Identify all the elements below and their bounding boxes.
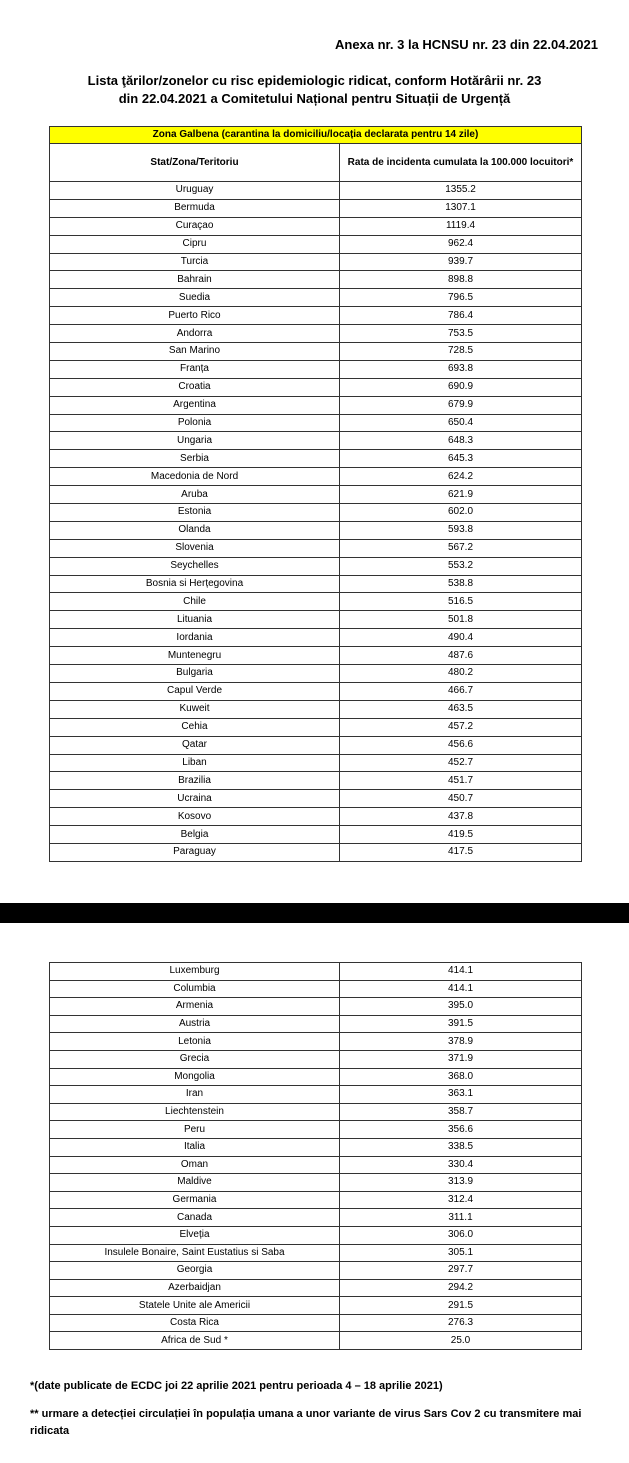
country-cell: Columbia: [50, 980, 340, 998]
table-row: [50, 1174, 582, 1192]
country-cell: Turcia: [50, 253, 340, 271]
country-cell: Ucraina: [50, 790, 340, 808]
page-separator-band: [0, 903, 629, 923]
rate-cell: 463.5: [340, 700, 582, 718]
rate-cell: 391.5: [340, 1015, 582, 1033]
country-cell: Bahrain: [50, 271, 340, 289]
table-row: [50, 1332, 582, 1350]
table-row: [50, 1103, 582, 1121]
country-cell: Armenia: [50, 998, 340, 1016]
country-cell: Liechtenstein: [50, 1103, 340, 1121]
rate-cell: 456.6: [340, 736, 582, 754]
rate-cell: 898.8: [340, 271, 582, 289]
country-cell: Iordania: [50, 629, 340, 647]
country-cell: Polonia: [50, 414, 340, 432]
country-cell: Belgia: [50, 826, 340, 844]
table-row: [50, 718, 582, 736]
country-cell: Austria: [50, 1015, 340, 1033]
rate-cell: 419.5: [340, 826, 582, 844]
table-row: [50, 414, 582, 432]
country-cell: Georgia: [50, 1262, 340, 1280]
country-cell: Puerto Rico: [50, 307, 340, 325]
rate-cell: 311.1: [340, 1209, 582, 1227]
country-cell: Suedia: [50, 289, 340, 307]
country-cell: Andorra: [50, 325, 340, 343]
table-row: [50, 843, 582, 861]
rate-cell: 602.0: [340, 504, 582, 522]
table-row: [50, 700, 582, 718]
country-cell: Chile: [50, 593, 340, 611]
column-header-country: Stat/Zona/Teritoriu: [50, 144, 340, 182]
rate-cell: 368.0: [340, 1068, 582, 1086]
country-cell: Maldive: [50, 1174, 340, 1192]
table-row: [50, 1244, 582, 1262]
footnote-source: *(date publicate de ECDC joi 22 aprilie 2021 pentru perioada 4 – 18 aprilie 2021): [30, 1380, 443, 1392]
country-cell: Macedonia de Nord: [50, 468, 340, 486]
country-cell: Canada: [50, 1209, 340, 1227]
table-row: [50, 1015, 582, 1033]
table-row: [50, 378, 582, 396]
rate-cell: 313.9: [340, 1174, 582, 1192]
rate-cell: 753.5: [340, 325, 582, 343]
rate-cell: 356.6: [340, 1121, 582, 1139]
table-row: [50, 557, 582, 575]
rate-cell: 501.8: [340, 611, 582, 629]
rate-cell: 378.9: [340, 1033, 582, 1051]
rate-cell: 538.8: [340, 575, 582, 593]
rate-cell: 330.4: [340, 1156, 582, 1174]
table-row: [50, 1068, 582, 1086]
table-row: [50, 629, 582, 647]
column-header-rate: Rata de incidenta cumulata la 100.000 locuitori*: [340, 144, 582, 182]
rate-cell: 297.7: [340, 1262, 582, 1280]
table-body-page-1: [50, 182, 582, 862]
country-cell: Cipru: [50, 235, 340, 253]
table-row: [50, 1314, 582, 1332]
rate-cell: 1307.1: [340, 199, 582, 217]
country-cell: Peru: [50, 1121, 340, 1139]
table-row: [50, 271, 582, 289]
rate-cell: 593.8: [340, 521, 582, 539]
rate-cell: 338.5: [340, 1138, 582, 1156]
rate-cell: 417.5: [340, 843, 582, 861]
rate-cell: 796.5: [340, 289, 582, 307]
risk-table-page-2: [49, 962, 582, 1350]
rate-cell: 962.4: [340, 235, 582, 253]
country-cell: Lituania: [50, 611, 340, 629]
country-cell: Olanda: [50, 521, 340, 539]
rate-cell: 363.1: [340, 1086, 582, 1104]
document-title: [30, 72, 599, 108]
country-cell: Muntenegru: [50, 647, 340, 665]
country-cell: Azerbaidjan: [50, 1279, 340, 1297]
rate-cell: 490.4: [340, 629, 582, 647]
table-row: [50, 325, 582, 343]
table-row: [50, 450, 582, 468]
table-row: [50, 289, 582, 307]
country-cell: Paraguay: [50, 843, 340, 861]
rate-cell: 480.2: [340, 665, 582, 683]
rate-cell: 457.2: [340, 718, 582, 736]
country-cell: Italia: [50, 1138, 340, 1156]
table-row: [50, 235, 582, 253]
country-cell: Curaçao: [50, 217, 340, 235]
country-cell: Slovenia: [50, 539, 340, 557]
table-row: [50, 468, 582, 486]
country-cell: Kuweit: [50, 700, 340, 718]
rate-cell: 553.2: [340, 557, 582, 575]
table-row: [50, 1050, 582, 1068]
table-row: [50, 1156, 582, 1174]
rate-cell: 693.8: [340, 360, 582, 378]
rate-cell: 306.0: [340, 1226, 582, 1244]
table-row: [50, 754, 582, 772]
rate-cell: 939.7: [340, 253, 582, 271]
table-row: [50, 790, 582, 808]
country-cell: Luxemburg: [50, 963, 340, 981]
annex-reference: Anexa nr. 3 la HCNSU nr. 23 din 22.04.2021: [334, 37, 598, 52]
table-row: [50, 1226, 582, 1244]
table-row: [50, 539, 582, 557]
table-row: [50, 1262, 582, 1280]
rate-cell: 276.3: [340, 1314, 582, 1332]
country-cell: Insulele Bonaire, Saint Eustatius si Saba: [50, 1244, 340, 1262]
table-row: [50, 647, 582, 665]
rate-cell: 305.1: [340, 1244, 582, 1262]
table-row: [50, 1138, 582, 1156]
country-cell: San Marino: [50, 343, 340, 361]
rate-cell: 395.0: [340, 998, 582, 1016]
table-row: [50, 432, 582, 450]
table-row: [50, 253, 582, 271]
country-cell: Estonia: [50, 504, 340, 522]
table-row: [50, 736, 582, 754]
table-row: [50, 343, 582, 361]
rate-cell: 466.7: [340, 682, 582, 700]
rate-cell: 648.3: [340, 432, 582, 450]
rate-cell: 645.3: [340, 450, 582, 468]
rate-cell: 437.8: [340, 808, 582, 826]
rate-cell: 567.2: [340, 539, 582, 557]
table-row: [50, 682, 582, 700]
rate-cell: 414.1: [340, 980, 582, 998]
country-cell: Statele Unite ale Americii: [50, 1297, 340, 1315]
rate-cell: 450.7: [340, 790, 582, 808]
country-cell: Bulgaria: [50, 665, 340, 683]
table-row: [50, 1297, 582, 1315]
country-cell: Qatar: [50, 736, 340, 754]
country-cell: Seychelles: [50, 557, 340, 575]
table-row: [50, 182, 582, 200]
rate-cell: 728.5: [340, 343, 582, 361]
country-cell: Uruguay: [50, 182, 340, 200]
rate-cell: 312.4: [340, 1191, 582, 1209]
table-row: [50, 1279, 582, 1297]
table-row: [50, 1191, 582, 1209]
rate-cell: 679.9: [340, 396, 582, 414]
rate-cell: 487.6: [340, 647, 582, 665]
rate-cell: 650.4: [340, 414, 582, 432]
table-row: [50, 575, 582, 593]
table-row: [50, 998, 582, 1016]
country-cell: Aruba: [50, 486, 340, 504]
rate-cell: 451.7: [340, 772, 582, 790]
zone-label: Zona Galbena (carantina la domiciliu/locația declarata pentru 14 zile): [50, 127, 582, 144]
table-row: [50, 980, 582, 998]
table-row: [50, 963, 582, 981]
country-cell: Serbia: [50, 450, 340, 468]
country-cell: Franța: [50, 360, 340, 378]
country-cell: Brazilia: [50, 772, 340, 790]
table-row: [50, 808, 582, 826]
country-cell: Iran: [50, 1086, 340, 1104]
rate-cell: 294.2: [340, 1279, 582, 1297]
title-line-2: din 22.04.2021 a Comitetului Național pentru Situații de Urgență: [118, 91, 511, 106]
rate-cell: 516.5: [340, 593, 582, 611]
table-row: [50, 772, 582, 790]
rate-cell: 291.5: [340, 1297, 582, 1315]
table-row: [50, 396, 582, 414]
country-cell: Liban: [50, 754, 340, 772]
table-row: [50, 307, 582, 325]
country-cell: Bosnia si Herțegovina: [50, 575, 340, 593]
zone-header-row: [50, 127, 582, 144]
table-row: [50, 521, 582, 539]
country-cell: Elveția: [50, 1226, 340, 1244]
country-cell: Oman: [50, 1156, 340, 1174]
rate-cell: 414.1: [340, 963, 582, 981]
country-cell: Ungaria: [50, 432, 340, 450]
rate-cell: 786.4: [340, 307, 582, 325]
table-body-page-2: [50, 963, 582, 1350]
rate-cell: 624.2: [340, 468, 582, 486]
country-cell: Argentina: [50, 396, 340, 414]
country-cell: Letonia: [50, 1033, 340, 1051]
table-row: [50, 593, 582, 611]
country-cell: Croatia: [50, 378, 340, 396]
table-row: [50, 1209, 582, 1227]
rate-cell: 1355.2: [340, 182, 582, 200]
table-row: [50, 665, 582, 683]
country-cell: Cehia: [50, 718, 340, 736]
table-row: [50, 486, 582, 504]
table-row: [50, 360, 582, 378]
country-cell: Mongolia: [50, 1068, 340, 1086]
rate-cell: 452.7: [340, 754, 582, 772]
country-cell: Africa de Sud *: [50, 1332, 340, 1350]
table-row: [50, 199, 582, 217]
table-row: [50, 504, 582, 522]
country-cell: Germania: [50, 1191, 340, 1209]
column-header-row: [50, 144, 582, 182]
rate-cell: 25.0: [340, 1332, 582, 1350]
country-cell: Capul Verde: [50, 682, 340, 700]
table-row: [50, 611, 582, 629]
country-cell: Bermuda: [50, 199, 340, 217]
rate-cell: 690.9: [340, 378, 582, 396]
table-row: [50, 1033, 582, 1051]
rate-cell: 1119.4: [340, 217, 582, 235]
country-cell: Kosovo: [50, 808, 340, 826]
rate-cell: 358.7: [340, 1103, 582, 1121]
table-row: [50, 1086, 582, 1104]
rate-cell: 621.9: [340, 486, 582, 504]
country-cell: Costa Rica: [50, 1314, 340, 1332]
table-row: [50, 217, 582, 235]
risk-table-page-1: [49, 126, 582, 862]
table-row: [50, 826, 582, 844]
title-line-1: Lista ţărilor/zonelor cu risc epidemiologic ridicat, conform Hotărârii nr. 23: [87, 73, 542, 88]
footnote-variants: ** urmare a detecției circulației în populația umana a unor variante de virus Sars Cov 2 cu transmitere mai ridicata: [30, 1408, 582, 1437]
country-cell: Grecia: [50, 1050, 340, 1068]
table-row: [50, 1121, 582, 1139]
rate-cell: 371.9: [340, 1050, 582, 1068]
